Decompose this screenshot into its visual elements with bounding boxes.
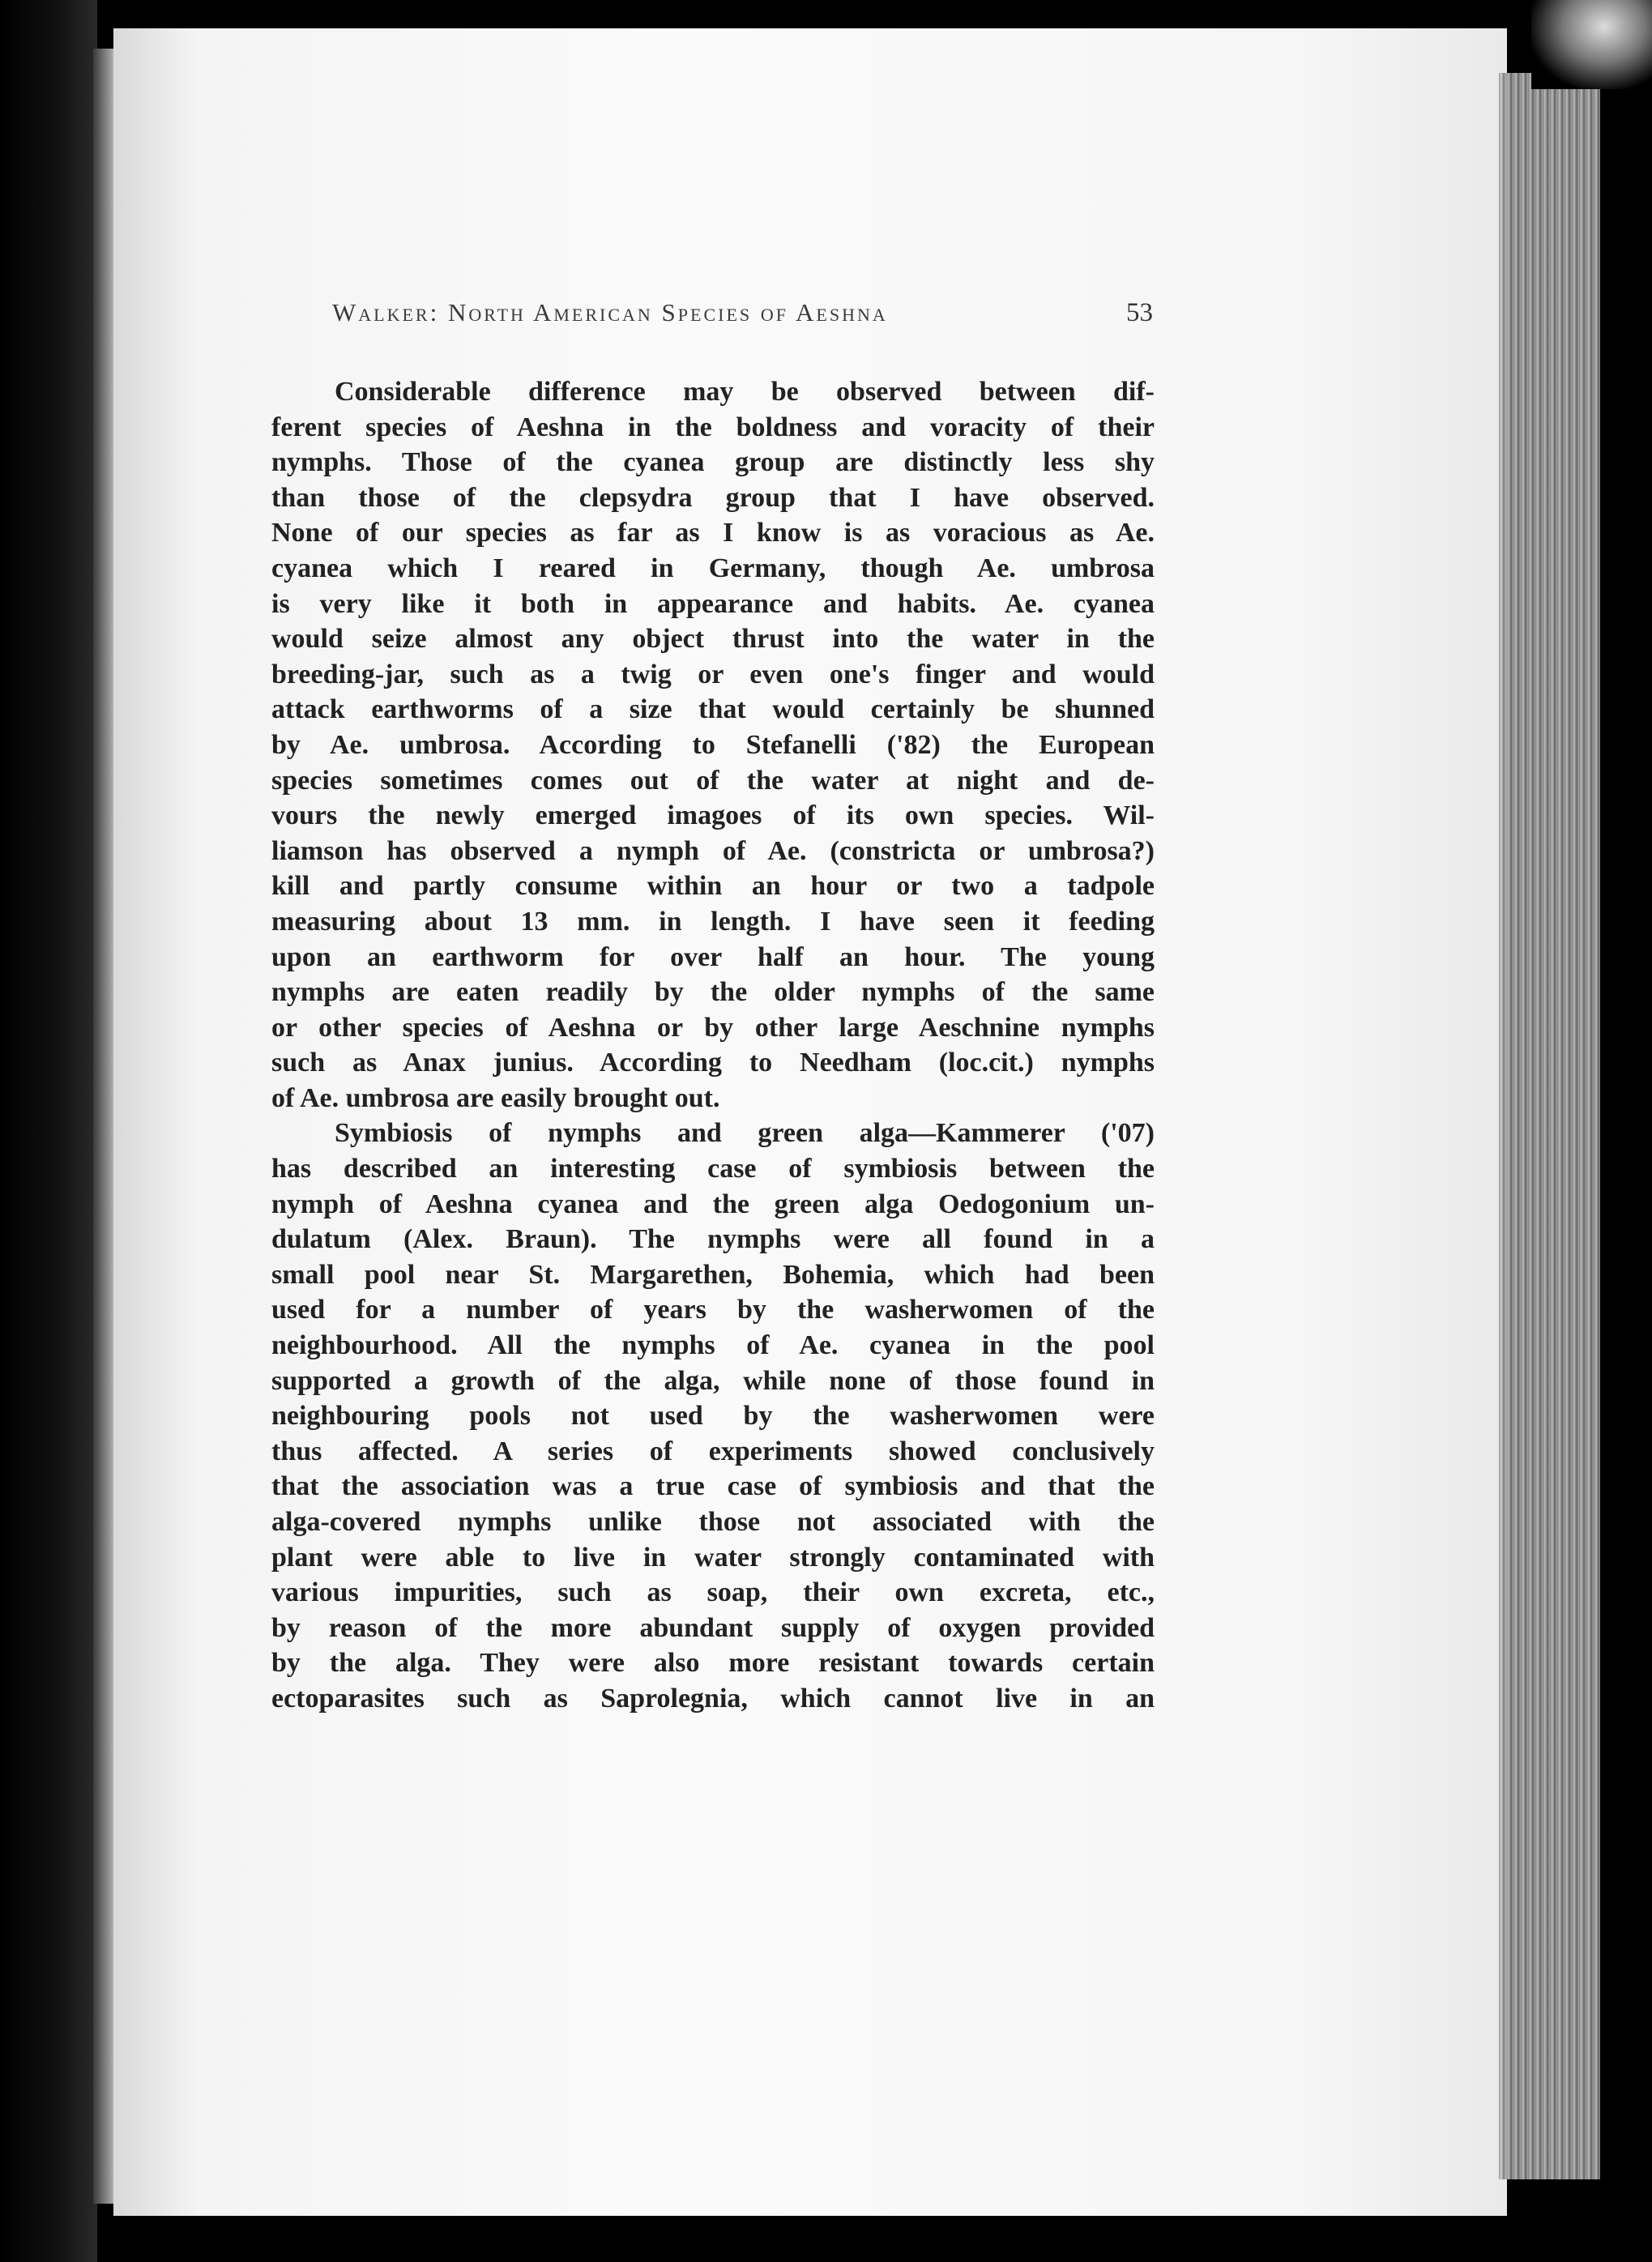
text-line: nymphs are eaten readily by the older nymphs of the same [271,977,1155,1008]
text-line: alga-covered nymphs unlike those not associated with the [271,1507,1155,1537]
page-stack-edge [1499,73,1604,2179]
text-line: of Ae. umbrosa are easily brought out. [271,1082,720,1113]
text-line: by reason of the more abundant supply of oxygen provided [271,1612,1155,1643]
page-number: 53 [1126,298,1153,327]
text-line: neighbouring pools not used by the washerwomen were [271,1401,1155,1432]
body-text [271,374,1155,1717]
text-line: neighbourhood. All the nymphs of Ae. cyanea in the pool [271,1330,1155,1361]
text-line: has described an interesting case of symbiosis between the [271,1154,1155,1184]
text-line: ectoparasites such as Saprolegnia, which cannot live in an [271,1683,1155,1714]
text-line: kill and partly consume within an hour or two a tadpole [271,871,1155,902]
text-line: would seize almost any object thrust into the water in the [271,624,1155,655]
scan-artifact [1531,0,1652,89]
text-line: thus affected. A series of experiments showed conclusively [271,1436,1155,1466]
section-heading-line: Symbiosis of nymphs and green alga—Kammerer ('07) [335,1118,1155,1149]
text-line: that the association was a true case of symbiosis and that the [271,1471,1155,1502]
text-line: species sometimes comes out of the water at night and de- [271,765,1155,796]
text-line: ferent species of Aeshna in the boldness and voracity of their [271,412,1155,442]
text-line: supported a growth of the alga, while none of those found in [271,1365,1155,1396]
text-line: nymphs. Those of the cyanea group are distinctly less shy [271,447,1155,478]
text-line: attack earthworms of a size that would certainly be shunned [271,694,1155,725]
text-line: than those of the clepsydra group that I have observed. [271,482,1155,513]
text-line: nymph of Aeshna cyanea and the green alga Oedogonium un- [271,1189,1155,1219]
text-line: or other species of Aeshna or by other large Aeschnine nymphs [271,1012,1155,1043]
right-dark-margin [1600,0,1652,2262]
text-line: upon an earthworm for over half an hour. The young [271,941,1155,972]
text-line: vours the newly emerged imagoes of its own species. Wil- [271,800,1155,831]
text-line: liamson has observed a nymph of Ae. (constricta or umbrosa?) [271,835,1155,866]
text-line: Considerable difference may be observed between dif- [335,377,1155,407]
text-line: is very like it both in appearance and habits. Ae. cyanea [271,588,1155,619]
text-line: various impurities, such as soap, their own excreta, etc., [271,1577,1155,1608]
text-line: cyanea which I reared in Germany, though Ae. umbrosa [271,553,1155,583]
running-head: Walker: North American Species of Aeshna [332,298,888,326]
text-line: by the alga. They were also more resistant towards certain [271,1648,1155,1679]
text-line: such as Anax junius. According to Needham (loc.cit.) nymphs [271,1048,1155,1078]
left-dark-margin [0,0,97,2262]
text-line: None of our species as far as I know is as voracious as Ae. [271,518,1155,548]
text-line: measuring about 13 mm. in length. I have seen it feeding [271,906,1155,937]
text-line: small pool near St. Margarethen, Bohemia, which had been [271,1259,1155,1290]
text-line: dulatum (Alex. Braun). The nymphs were all found in a [271,1224,1155,1255]
text-line: used for a number of years by the washerwomen of the [271,1295,1155,1325]
text-line: plant were able to live in water strongly contaminated with [271,1542,1155,1573]
text-line: by Ae. umbrosa. According to Stefanelli ('82) the European [271,729,1155,760]
text-line: breeding-jar, such as a twig or even one's finger and would [271,659,1155,689]
